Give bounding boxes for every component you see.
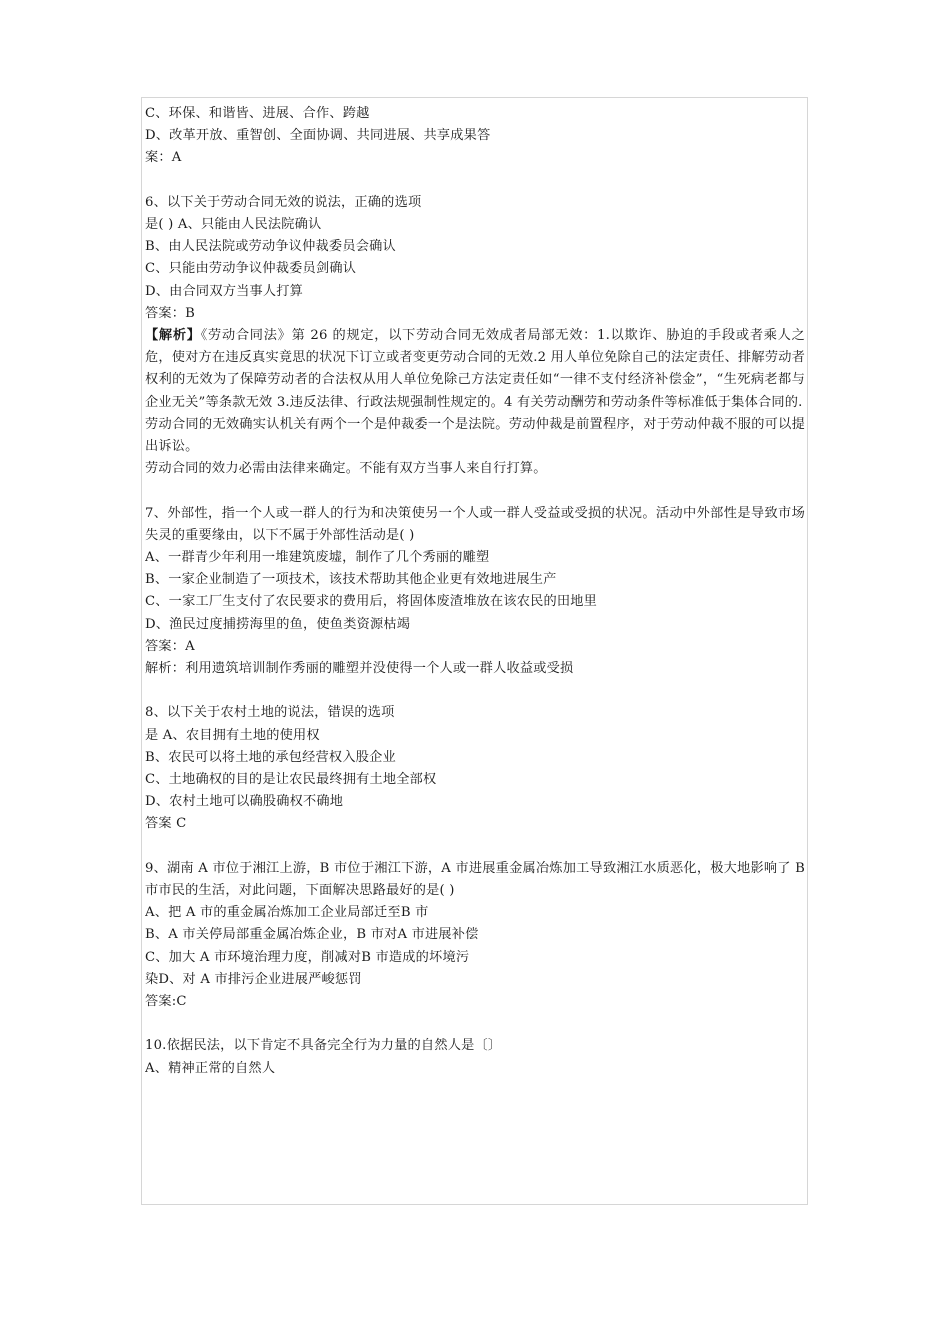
q6-stem: 6、以下关于劳动合同无效的说法，正确的选项 [145, 194, 422, 210]
question-8 [145, 702, 805, 835]
q10-option-a: A、精神正常的自然人 [145, 1060, 276, 1076]
q9-option-c: C、加大 A 市环境治理力度，削减对B 市造成的坏境污 [145, 949, 470, 965]
q7-analysis: 解析：利用遗筑培训制作秀丽的雕塑并没使得一个人或一群人收益或受损 [145, 661, 574, 677]
spacer [145, 680, 805, 702]
q7-option-a: A、一群青少年利用一堆建筑废墟，制作了几个秀丽的雕塑 [145, 550, 490, 566]
spacer [145, 836, 805, 858]
q9-option-b: B、A 市关停局部重金属冶炼企业，B 市对A 市进展补偿 [145, 927, 479, 943]
q6-answer: 答案：B [145, 305, 196, 321]
q8-option-d: D、农村土地可以确股确权不确地 [145, 794, 344, 810]
q6-analysis-1 [145, 325, 805, 414]
q6-stem-cont: 是( ) A、只能由人民法院确认 [145, 217, 322, 232]
q6-option-c: C、只能由劳动争议仲裁委员剑确认 [145, 261, 357, 277]
spacer [145, 170, 805, 192]
q6-analysis-3: 劳动合同的效力必需由法律来确定。不能有双方当事人来自行打算。 [145, 461, 547, 477]
q7-option-b: B、一家企业制造了一项技术，该技术帮助其他企业更有效地进展生产 [145, 572, 557, 588]
q7-option-d: D、渔民过度捕捞海里的鱼，使鱼类资源枯竭 [145, 616, 411, 632]
q6-analysis-2: 劳动合同的无效确实认机关有两个一个是仲裁委一个是法院。劳动仲裁是前置程序，对于劳动仲裁不服的可以提出诉讼。 [145, 416, 805, 455]
document-body [145, 103, 805, 1080]
question-5-tail [145, 103, 805, 170]
q6-analysis-text: 《劳动合同法》第 26 的规定，以下劳动合同无效成者局部无效：1.以欺诈、胁迫的手段或者乘人之危，使对方在违反真实竟思的状况下订立或者变更劳动合同的无效.2 用人单位免除自己的法定责任、排解劳动者权利的无效为了保障劳动者的合法权从用人单位免除己方法定责任如“一律不支付经济补偿金”，“生死病老都与企业无关”等条款无效 3.违反法律、行政法规强制性规定的。4 有关劳动酬劳和劳动条件等标准低于集体合同的. [145, 328, 805, 410]
q7-stem: 7、外部性，指一个人或一群人的行为和决策使另一个人或一群人受益或受损的状况。活动中外部性是导致市场失灵的重要缘由，以下不属于外部性活动是( ) [145, 505, 805, 543]
spacer [145, 1013, 805, 1035]
q8-stem: 8、以下关于农村土地的说法，错误的选项 [145, 705, 395, 721]
q6-option-b: B、由人民法院或劳动争议仲裁委员会确认 [145, 239, 396, 255]
question-9 [145, 858, 805, 1013]
spacer [145, 480, 805, 502]
q8-option-c: C、土地确权的目的是让农民最终拥有土地全部权 [145, 772, 437, 788]
q5-answer: 案：A [145, 150, 182, 166]
q5-option-d: D、改革开放、重智创、全面协调、共同进展、共享成果答 [145, 128, 491, 144]
q8-stem-cont: 是 A、农目拥有土地的使用权 [145, 727, 320, 743]
q8-option-b: B、农民可以将土地的承包经营权入股企业 [145, 749, 396, 765]
question-6 [145, 192, 805, 481]
q5-option-c: C、环保、和谐皆、进展、合作、跨越 [145, 106, 370, 121]
q9-answer: 答案:C [145, 994, 187, 1010]
q6-option-d: D、由合同双方当事人打算 [145, 283, 304, 299]
q8-answer: 答案 C [145, 816, 187, 832]
question-7 [145, 503, 805, 681]
q10-stem: 10.依据民法，以下肯定不具备完全行为力量的自然人是〔〕 [145, 1038, 502, 1054]
q9-stem: 9、湖南 A 市位于湘江上游，B 市位于湘江下游，A 市进展重金属冶炼加工导致湘江水质恶化，极大地影响了 B 市市民的生活，对此问题，下面解决思路最好的是( ) [145, 860, 805, 899]
q7-answer: 答案：A [145, 638, 195, 654]
q6-analysis-tag: 【解析】 [145, 328, 201, 344]
question-10 [145, 1035, 805, 1079]
q7-option-c: C、一家工厂生支付了农民要求的费用后，将固体废渣堆放在该农民的田地里 [145, 594, 598, 610]
q9-option-a: A、把 A 市的重金属冶炼加工企业局部迁至B 市 [145, 905, 429, 921]
q9-option-d: 染D、对 A 市排污企业进展严峻惩罚 [145, 971, 362, 987]
